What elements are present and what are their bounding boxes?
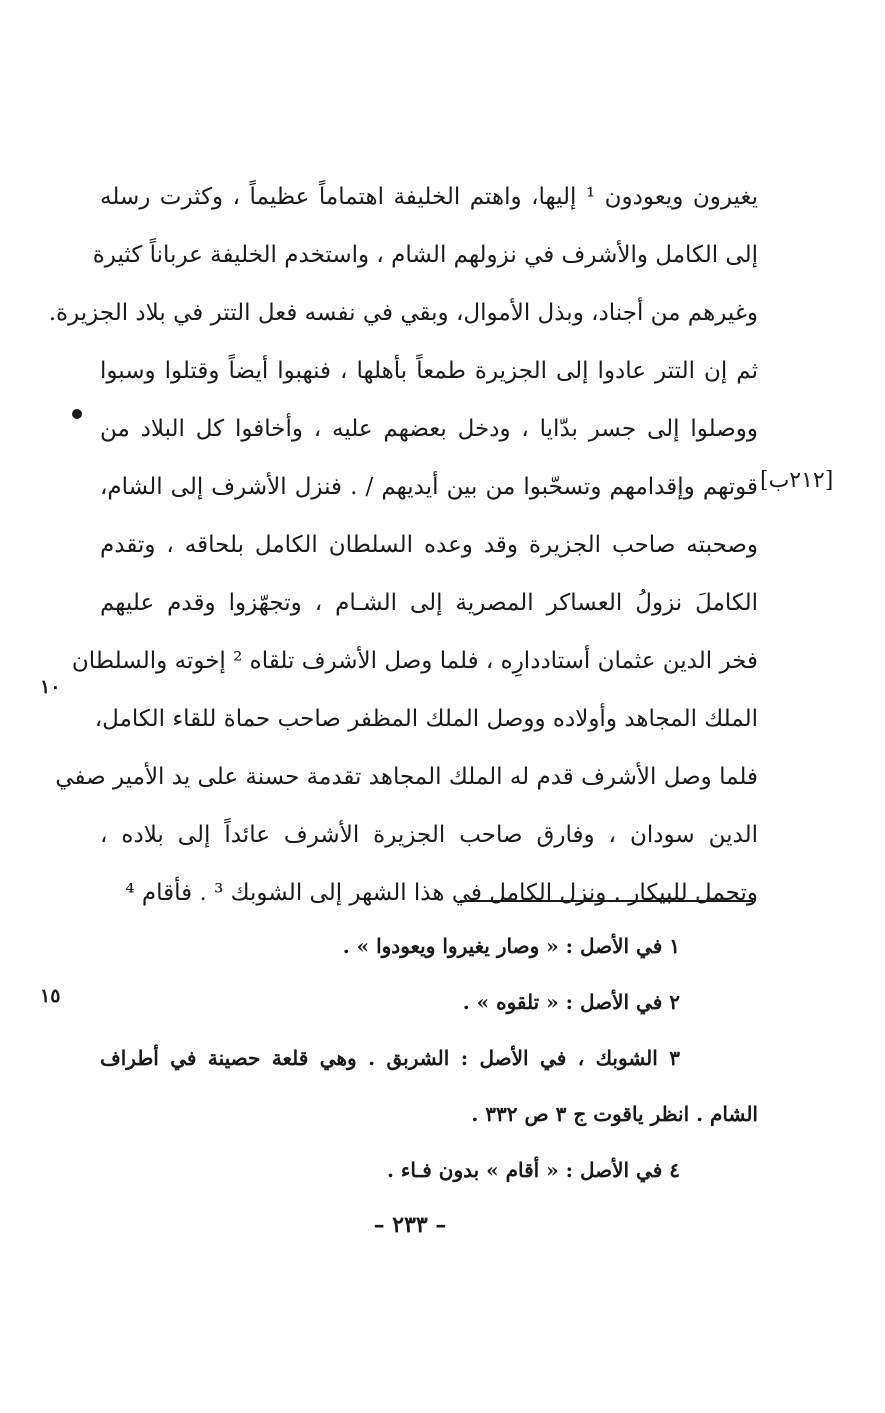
footnote-4: ٤ في الأصل : « أقام » بدون فـاء . — [386, 1158, 680, 1182]
line-number-10: ١٠ — [40, 676, 61, 698]
text-line-11: فلما وصل الأشرف قدم له الملك المجاهد تقدمة حسنة على يد الأمير صفي — [55, 764, 758, 790]
text-line-7: وصحبته صاحب الجزيرة وقد وعده السلطان الكامل بلحاقه ، وتقدم — [100, 532, 758, 558]
footnote-3: ٣ الشوبك ، في الأصل : الشربق . وهي قلعة حصينة في أطراف — [100, 1046, 680, 1070]
text-line-8: الكاملَ نزولُ العساكر المصرية إلى الشـام ، وتجهّزوا وقدم عليهم — [100, 590, 758, 616]
text-line-3: وغيرهم من أجناد، وبذل الأموال، وبقي في نفسه فعل التتر في بلاد الجزيرة. — [48, 300, 758, 326]
folio-marker: [٢١٢ب] — [760, 468, 834, 493]
footnote-3-continuation: الشام . انظر ياقوت ج ٣ ص ٣٣٢ . — [471, 1102, 758, 1126]
line-number-15: ١٥ — [40, 985, 61, 1007]
footnote-separator — [460, 900, 753, 902]
page-number: – ٢٣٣ – — [373, 1212, 447, 1238]
text-line-2: إلى الكامل والأشرف في نزولهم الشام ، واستخدم الخليفة عرباناً كثيرة — [92, 242, 758, 268]
text-line-13: وتحمل للبيكار . ونزل الكامل في هذا الشهر إلى الشوبك ³ . فأقام ⁴ — [125, 880, 758, 906]
text-line-12: الدين سودان ، وفارق صاحب الجزيرة الأشرف عائداً إلى بلاده ، — [100, 822, 758, 848]
footnote-2: ٢ في الأصل : « تلقوه » . — [462, 990, 680, 1014]
text-line-5: ووصلوا إلى جسر بدّايا ، ودخل بعضهم عليه ، وأخافوا كل البلاد من — [100, 416, 758, 442]
text-line-10: الملك المجاهد وأولاده ووصل الملك المظفر صاحب حماة للقاء الكامل، — [94, 706, 758, 732]
text-line-1: يغيرون ويعودون ¹ إليها، واهتم الخليفة اهتماماً عظيماً ، وكثرت رسله — [100, 184, 758, 210]
text-line-9: فخر الدين عثمان أستاددارِه ، فلما وصل الأشرف تلقاه ² إخوته والسلطان — [71, 648, 758, 674]
margin-bullet-icon — [72, 409, 82, 419]
footnotes-section — [100, 918, 758, 1198]
text-line-4: ثم إن التتر عادوا إلى الجزيرة طمعاً بأهلها ، فنهبوا أيضاً وقتلوا وسبوا — [100, 358, 758, 384]
footnote-1: ١ في الأصل : « وصار يغيروا ويعودوا » . — [342, 934, 680, 958]
text-line-6: قوتهم وإقدامهم وتسحّبوا من بين أيديهم / . فنزل الأشرف إلى الشام، — [100, 474, 758, 500]
